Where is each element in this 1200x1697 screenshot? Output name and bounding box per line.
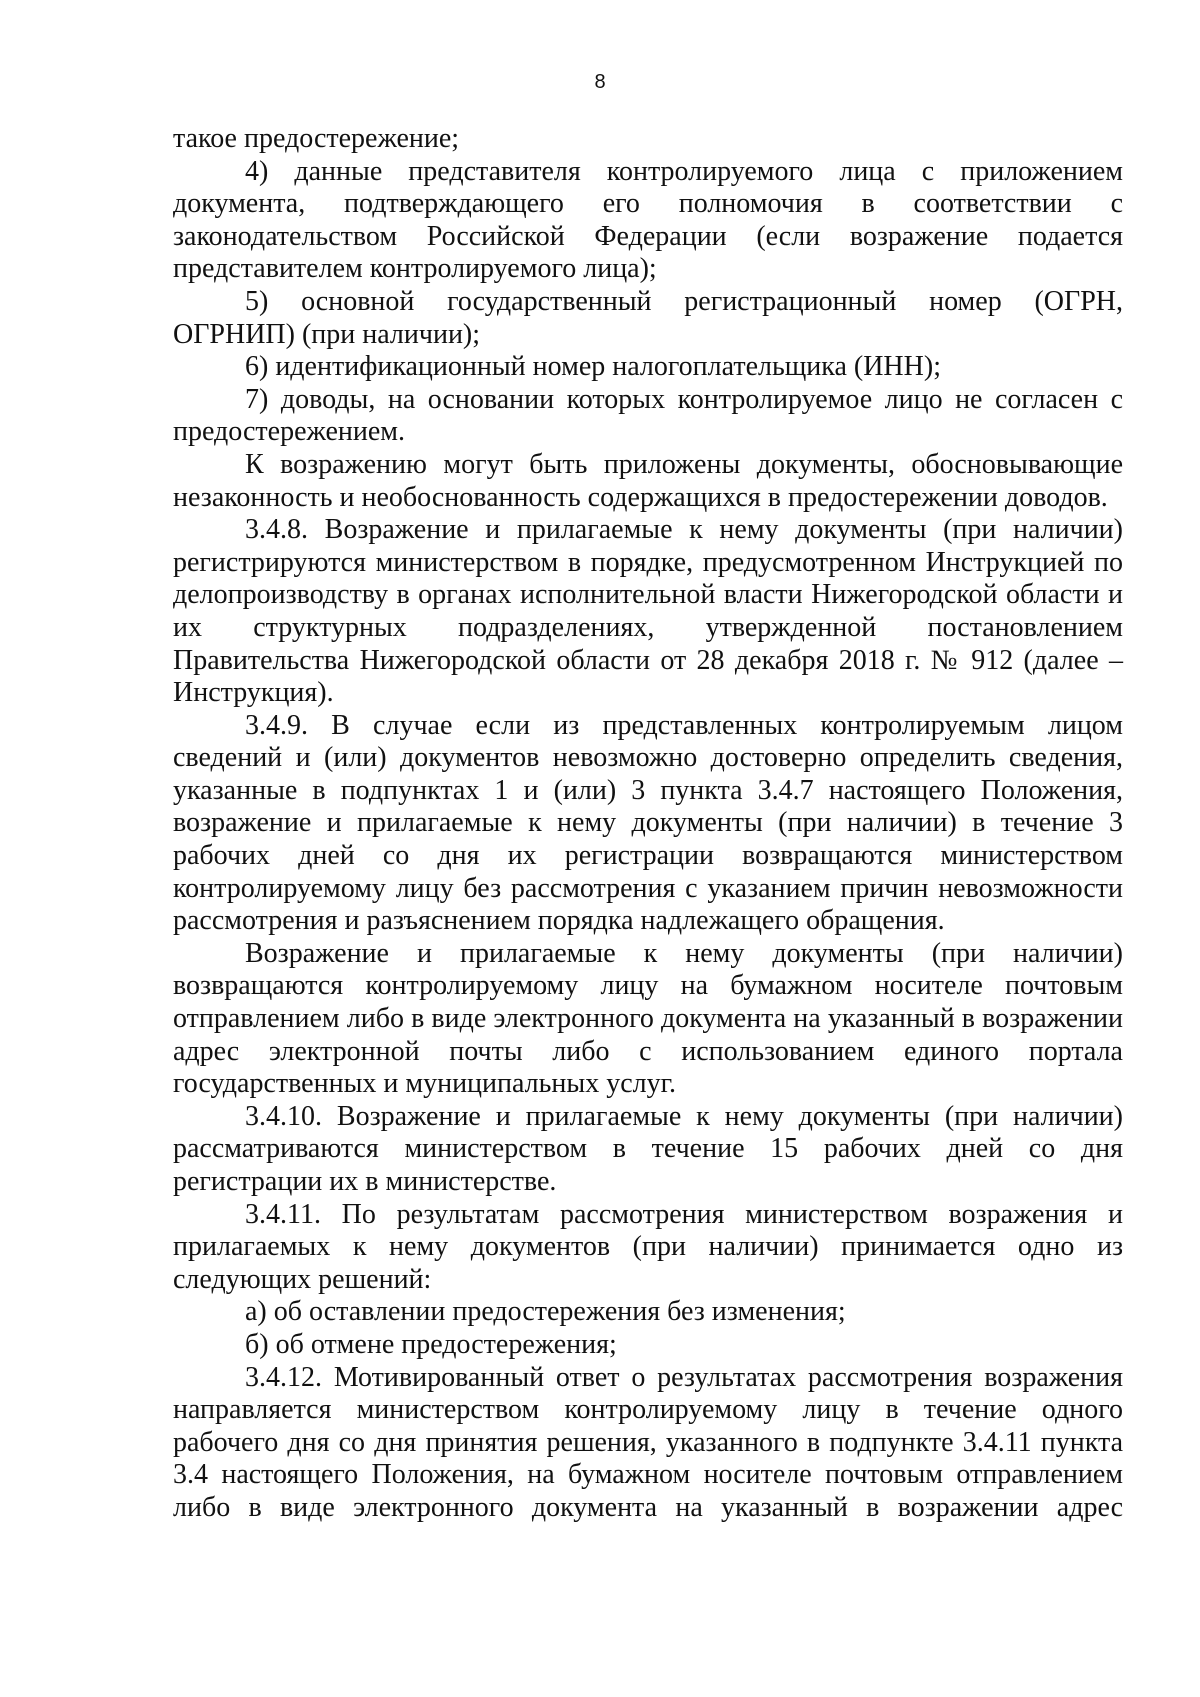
paragraph-item-4: 4) данные представителя контролируемого лица с приложением документа, подтверждающего его полномочия в соответствии с законодательством Российской Федерации (если возражение подается представителем контролируемого лица); <box>173 155 1123 285</box>
paragraph-3-4-12: 3.4.12. Мотивированный ответ о результатах рассмотрения возражения направляется министерством контролируемому лицу в течение одного рабочего дня со дня принятия решения, указанного в подпункте 3.4.11 пункта 3.4 настоящего Положения, на бумажном носителе почтовым отправлением либо в виде электронного документа на указанный в возражении адрес <box>173 1361 1123 1523</box>
paragraph-item-5: 5) основной государственный регистрационный номер (ОГРН, ОГРНИП) (при наличии); <box>173 285 1123 350</box>
paragraph-3-4-8: 3.4.8. Возражение и прилагаемые к нему документы (при наличии) регистрируются министерством в порядке, предусмотренном Инструкцией по делопроизводству в органах исполнительной власти Нижегородской области и их структурных подразделениях, утвержденной постановлением Правительства Нижегородской области от 28 декабря 2018 г. № 912 (далее – Инструкция). <box>173 514 1123 709</box>
page-number: 8 <box>594 71 606 93</box>
paragraph-3-4-10: 3.4.10. Возражение и прилагаемые к нему документы (при наличии) рассматриваются министерством в течение 15 рабочих дней со дня регистрации их в министерстве. <box>173 1100 1123 1197</box>
paragraph-item-7: 7) доводы, на основании которых контролируемое лицо не согласен с предостережением. <box>173 383 1123 448</box>
paragraph-3-4-11: 3.4.11. По результатам рассмотрения министерством возражения и прилагаемых к нему документов (при наличии) принимается одно из следующих решений: <box>173 1198 1123 1295</box>
paragraph-return: Возражение и прилагаемые к нему документы (при наличии) возвращаются контролируемому лицу на бумажном носителе почтовым отправлением либо в виде электронного документа на указанный в возражении адрес электронной почты либо с использованием единого портала государственных и муниципальных услуг. <box>173 937 1123 1100</box>
document-body <box>173 123 1123 1525</box>
paragraph-decision-a: а) об оставлении предостережения без изменения; <box>245 1296 846 1328</box>
paragraph-attachments: К возражению могут быть приложены документы, обосновывающие незаконность и необоснованность содержащихся в предостережении доводов. <box>173 448 1123 513</box>
paragraph-continuation: такое предостережение; <box>173 123 460 154</box>
paragraph-item-6: 6) идентификационный номер налогоплательщика (ИНН); <box>245 351 941 383</box>
paragraph-3-4-9: 3.4.9. В случае если из представленных контролируемым лицом сведений и (или) документов невозможно достоверно определить сведения, указанные в подпунктах 1 и (или) 3 пункта 3.4.7 настоящего Положения, возражение и прилагаемые к нему документы (при наличии) в течение 3 рабочих дней со дня их регистрации возвращаются министерством контролируемому лицу без рассмотрения с указанием причин невозможности рассмотрения и разъяснением порядка надлежащего обращения. <box>173 709 1123 937</box>
paragraph-decision-b: б) об отмене предостережения; <box>245 1328 617 1360</box>
